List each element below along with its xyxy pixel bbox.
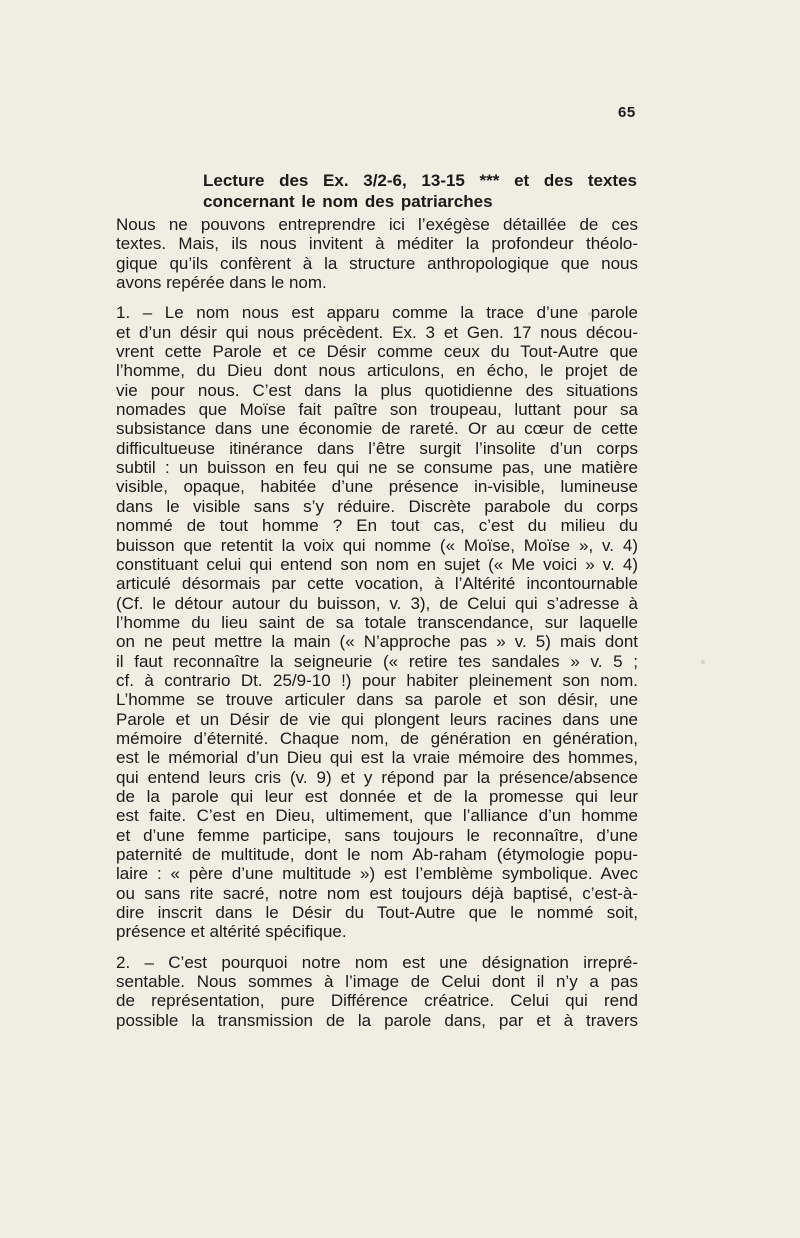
ink-speck xyxy=(588,312,592,316)
text-line: est le mémorial d’un Dieu qui est la vraie mémoire des hommes, xyxy=(116,748,638,768)
text-line: avons repérée dans le nom. xyxy=(116,273,327,293)
text-line: est faite. C’est en Dieu, ultimement, que l’alliance d’un homme xyxy=(116,806,638,826)
text-line: vrent cette Parole et ce Désir comme ceux du Tout-Autre que xyxy=(116,342,638,362)
text-line: gique qu’ils confèrent à la structure anthropologique que nous xyxy=(116,253,638,273)
text-line: subtil : un buisson en feu qui ne se consume pas, une matière xyxy=(116,458,638,478)
text-line: de la parole qui leur est donnée et de la promesse qui leur xyxy=(116,786,638,806)
text-line: mémoire d’éternité. Chaque nom, de génération en génération, xyxy=(116,728,638,748)
text-line: Parole et un Désir de vie qui plongent leurs racines dans une xyxy=(116,709,638,729)
text-line: qui entend leurs cris (v. 9) et y répond par la présence/absence xyxy=(116,767,638,787)
text-line: sentable. Nous sommes à l’image de Celui dont il n’y a pas xyxy=(116,972,638,992)
text-line: nommé de tout homme ? En tout cas, c’est du milieu du xyxy=(116,516,638,536)
paragraph-gap xyxy=(116,292,638,303)
text-line: paternité de multitude, dont le nom Ab-raham (étymologie popu- xyxy=(116,845,638,864)
text-line: vie pour nous. C’est dans la plus quotidienne des situations xyxy=(116,380,638,400)
text-line: nomades que Moïse fait paître son troupeau, luttant pour sa xyxy=(116,400,638,420)
section-heading xyxy=(203,170,637,212)
text-line: cf. à contrario Dt. 25/9-10 !) pour habiter pleinement son nom. xyxy=(116,670,638,690)
text-line: et d’un désir qui nous précèdent. Ex. 3 et Gen. 17 nous décou- xyxy=(116,322,638,342)
body-text xyxy=(116,215,638,1030)
heading-line-1: Lecture des Ex. 3/2-6, 13-15 *** et des textes xyxy=(203,171,637,190)
text-line: possible la transmission de la parole dans, par et à travers xyxy=(116,1010,638,1030)
text-line: ou sans rite sacré, notre nom est toujours déjà baptisé, c’est-à- xyxy=(116,883,638,903)
text-line: 1. – Le nom nous est apparu comme la trace d’une parole xyxy=(116,303,638,323)
text-line: textes. Mais, ils nous invitent à méditer la profondeur théolo- xyxy=(116,234,638,254)
paragraph xyxy=(116,953,638,1030)
text-line: L’homme se trouve articuler dans sa parole et son désir, une xyxy=(116,690,638,710)
text-line: dans le visible sans s’y réduire. Discrète parabole du corps xyxy=(116,496,638,516)
paragraph-gap xyxy=(116,942,638,953)
heading-line-2: concernant le nom des patriarches xyxy=(203,192,493,211)
text-line: présence et altérité spécifique. xyxy=(116,922,347,942)
text-line: l’homme du lieu saint de sa totale transcendance, sur laquelle xyxy=(116,612,638,632)
text-line: (Cf. le détour autour du buisson, v. 3), de Celui qui s’adresse à xyxy=(116,593,638,613)
text-line: de représentation, pure Différence créatrice. Celui qui rend xyxy=(116,991,638,1011)
text-line: visible, opaque, habitée d’une présence in-visible, lumineuse xyxy=(116,477,638,497)
text-line: subsistance dans une économie de rareté. Or au cœur de cette xyxy=(116,419,638,439)
text-line: on ne peut mettre la main (« N’approche pas » v. 5) mais dont xyxy=(116,632,638,652)
paragraph xyxy=(116,303,638,941)
text-line: et d’une femme participe, sans toujours le reconnaître, d’une xyxy=(116,825,638,845)
text-line: laire : « père d’une multitude ») est l’emblème symbolique. Avec xyxy=(116,864,638,884)
ink-speck xyxy=(701,660,705,664)
text-line: dire inscrit dans le Désir du Tout-Autre que le nommé soit, xyxy=(116,903,638,923)
text-line: l’homme, du Dieu dont nous articulons, en écho, le projet de xyxy=(116,361,638,381)
text-line: buisson que retentit la voix qui nomme (« Moïse, Moïse », v. 4) xyxy=(116,535,638,555)
text-line: difficultueuse itinérance dans l’être surgit l’insolite d’un corps xyxy=(116,438,638,458)
page-number: 65 xyxy=(618,104,636,121)
paragraph xyxy=(116,215,638,292)
text-line: articulé désormais par cette vocation, à l’Altérité incontournable xyxy=(116,574,638,594)
text-line: 2. – C’est pourquoi notre nom est une désignation irrepré- xyxy=(116,952,638,972)
text-line: Nous ne pouvons entreprendre ici l’exégèse détaillée de ces xyxy=(116,215,638,234)
text-line: constituant celui qui entend son nom en sujet (« Me voici » v. 4) xyxy=(116,554,638,574)
text-line: il faut reconnaître la seigneurie (« retire tes sandales » v. 5 ; xyxy=(116,651,638,671)
